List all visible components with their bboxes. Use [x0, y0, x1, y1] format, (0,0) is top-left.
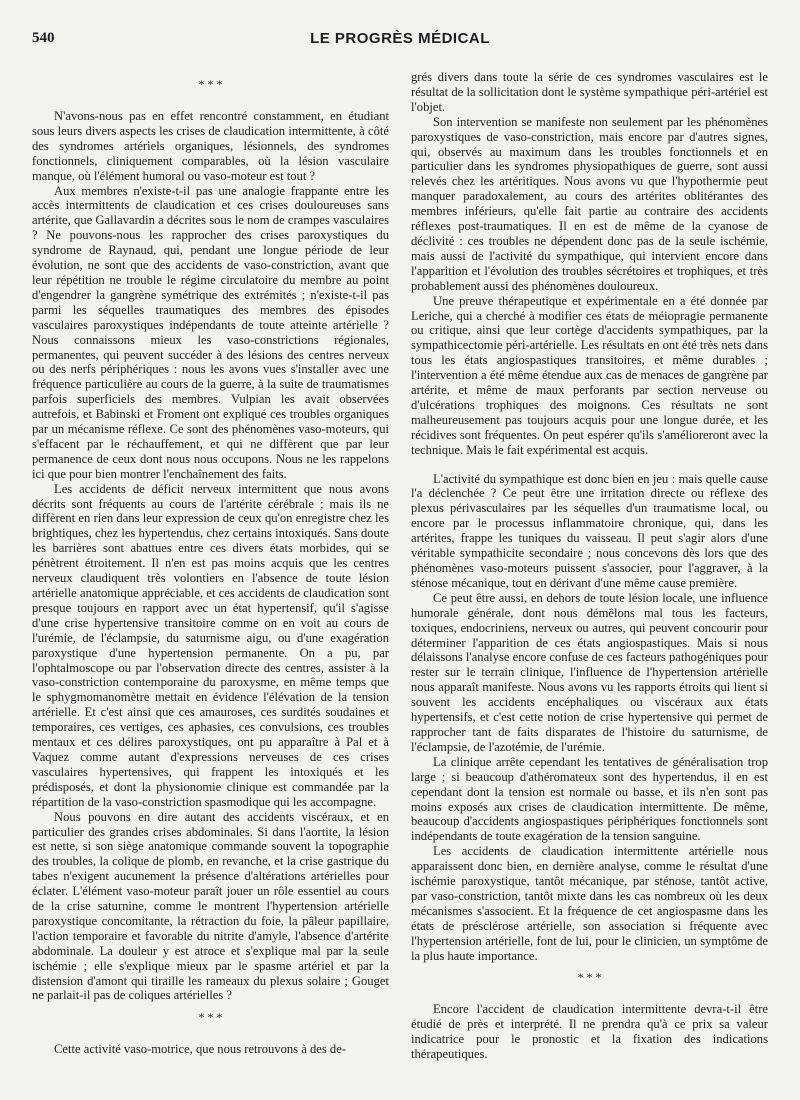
separator-mark: * * *: [577, 970, 602, 985]
paragraph: Aux membres n'existe-t-il pas une analogie frappante entre les accès intermittents de claudication et ces crises douloureuses sans artérite, que Gallavardin a décrites sous le nom de crampes vasculaires ? Ne pouvons-nous les rapprocher des crises paroxystiques du syndrome de Raynaud, qui, pendant une longue période de leur évolution, ne sont que des accidents de vaso-constriction, avant que leur répétition ne trouble le régime circulatoire du membre au point d'engendrer la gangrène symétrique des extrémités ; n'existe-t-il pas parmi les séquelles traumatiques des membres des épisodes vasculaires paroxystiques indépendants de toute atteinte artérielle ? Nous connaissons mieux les vaso-constrictions régionales, permanentes, qui peuvent succéder à des lésions des centres nerveux ou des nerfs périphériques : nous les avons vues s'installer avec une fréquence particulière au cours de la guerre, à la suite de traumatismes parfois superficiels des membres. Vulpian les avait observées autrefois, et Babinski et Froment ont expliqué ces troubles organiques par un mécanisme réflexe. Ce sont des phénomènes vaso-moteurs, qui s'effacent par le réchauffement, et qui ne diffèrent que par leur permanence de ceux dont nous nous occupons. Nous ne les rappelons ici que pour bien montrer l'enchaînement des faits.: [32, 183, 389, 481]
right-column: [411, 70, 768, 1062]
paragraph: Les accidents de claudication intermittente artérielle nous apparaissent donc bien, en dernière analyse, comme le résultat d'une ischémie paroxystique, tantôt mécanique, par sténose, tantôt active, par vaso-constriction, tantôt mixte dans les cas nombreux où les deux mécanismes s'associent. Et la fréquence de cet angiospasme dans les états de présclérose artérielle, son association si fréquente avec l'hypertension artérielle, font de lui, pour le clinicien, un symptôme de la plus haute importance.: [411, 844, 768, 963]
separator-mark: * * *: [198, 77, 223, 91]
left-column: [32, 70, 389, 1062]
paragraph: grés divers dans toute la série de ces syndromes vasculaires est le résultat de la sollicitation dont le système sympathique péri-artériel est l'objet.: [411, 70, 768, 114]
paragraph: Nous pouvons en dire autant des accidents viscéraux, et en particulier des grandes crises abdominales. Si dans l'aortite, la lésion est nette, si son siège anatomique commande souvent la topographie des troubles, la colique de plomb, en revanche, et la crise gastrique du tabes n'exigent aucunement la présence d'altérations artérielles pour éclater. L'élément vaso-moteur paraît jouer un rôle essentiel au cours de la crise saturnine, comme le montrent l'hypertension artérielle paroxystique concomitante, la rétraction du foie, la pâleur papillaire, l'action temporaire et favorable du nitrite d'amyle, l'absence d'artérite abdominale. La douleur y est atroce et s'explique mal par la seule ischémie ; elle s'explique mieux par le spasme artériel et par la distension d'amont qui tiraille les rameaux du plexus solaire ; Gouget ne parlait-il pas de coliques artérielles ?: [32, 809, 389, 1003]
section-separator: [32, 1010, 389, 1025]
paragraph: Son intervention se manifeste non seulement par les phénomènes paroxystiques de vaso-constriction, mais encore par d'autres signes, qui, observés au maximum dans les troubles fonctionnels et en particulier dans les syndromes physiopathiques de guerre, sont aussi relevés chez les artéritiques. Nous avons vu que l'hypothermie peut manquer paradoxalement, au cours des artérites oblitérantes des membres inférieurs, qu'elle fait partie au contraire des accidents réflexes post-traumatiques. Il en est de même de la cyanose de déclivité : ces troubles ne dépendent donc pas de la seule ischémie, mais aussi de l'activité du sympathique, qui intervient encore dans l'apparition et l'évolution des troubles sécrétoires et trophiques, et très probablement aussi des phénomènes douloureux.: [411, 114, 768, 293]
paragraph: Ce peut être aussi, en dehors de toute lésion locale, une influence humorale générale, dont nous démêlons mal tous les facteurs, toxiques, endocriniens, nerveux ou autres, qui peuvent concourir pour déterminer l'apparition de ces états angiospastiques. Mais si nous délaissons l'analyse encore confuse de ces facteurs pathogéniques pour rester sur le terrain clinique, l'influence de l'hypertension artérielle nous apparaît manifeste. Nous avons vu les rapports étroits qui lient si souvent les accidents encéphaliques ou viscéraux aux états hypertensifs, et c'est cette notion de crise hypertensive qui permet de rapprocher tant de faits disparates de l'histoire du saturnisme, de l'éclampsie, de l'azotémie, de l'urémie.: [411, 590, 768, 754]
running-title: LE PROGRÈS MÉDICAL: [310, 30, 490, 47]
paragraph: Cette activité vaso-motrice, que nous retrouvons à des de-: [54, 1042, 347, 1057]
paragraph: Les accidents de déficit nerveux intermittent que nous avons décrits sont fréquents au cours de l'artérite cérébrale ; mais ils ne diffèrent en rien dans leur expression de ceux qu'on enregistre chez les brightiques, chez les hypertendus, chez certains intoxiqués. Sans doute les barrières sont abattues entre ces divers états morbides, qui se pénètrent étroitement. Il n'en est pas moins acquis que les centres nerveux claudiquent très volontiers en l'absence de toute lésion artérielle anatomique appréciable, et ces accidents de claudication sont presque toujours en rapport avec un état hypertensif, qu'il s'agisse d'une crise hypertensive transitoire comme on en voit au cours de l'urémie, de l'éclampsie, du saturnisme aigu, ou d'une exagération paroxystique d'une hypertension permanente. On a pu, par l'ophtalmoscope ou par l'observation directe des centres, assister à la vaso-constriction contemporaine du paroxysme, en même temps que le sphygmomanomètre mettait en évidence l'élévation de la tension artérielle. Et c'est ainsi que ces amauroses, ces surdités soudaines et temporaires, ces vertiges, ces aphasies, ces convulsions, ces troubles mentaux et ces délires paroxystiques, ont pu apparaître à Pal et à Vaquez comme autant d'expressions nerveuses de ces crises vasculaires hypertensives, qui frappent les intoxiqués et les prédisposés, et dont la physionomie clinique est commandée par la répartition de la vaso-constriction spasmodique qui les accompagne.: [32, 481, 389, 809]
page-number: 540: [32, 30, 55, 46]
text-columns: [32, 70, 768, 1062]
paragraph: N'avons-nous pas en effet rencontré constamment, en étudiant sous leurs divers aspects les crises de claudication intermittente, à côté des syndromes artériels organiques, lésionnels, des syndromes fonctionnels, cliniquement comparables, où la lésion vasculaire manque, où l'élément humoral ou vaso-moteur est tout ?: [32, 109, 389, 183]
section-separator: [32, 77, 389, 91]
paragraph: L'activité du sympathique est donc bien en jeu : mais quelle cause l'a déclenchée ? Ce peut être une irritation directe ou réflexe des plexus périvasculaires par les séquelles d'un traumatisme local, ou encore par le processus inflammatoire chronique, qui, dans les artérites, frappe les tuniques du vaisseau. Il peut s'agir alors d'une véritable sympathicite secondaire ; nous concevons dès lors que des phénomènes vaso-moteurs puissent s'associer, pour l'aggraver, à la sténose mécanique, tout en dérivant d'une même cause première.: [411, 471, 768, 590]
paragraph: Une preuve thérapeutique et expérimentale en a été donnée par Leriche, qui a cherché à modifier ces états de méiopragie permanente ou critique, ainsi que leur cortège d'accidents sympathiques, par la sympathicectomie péri-artérielle. Les résultats en ont été très nets dans tous les états angiospastiques transitoires, et même durables ; l'intervention a été même étendue aux cas de menaces de gangrène par artérite, et même de maux perforants par section nerveuse ou d'ulcérations trophiques des moignons. Ces résultats ne sont malheureusement pas toujours acquis pour une longue durée, et les récidives sont fréquentes. On peut espérer qu'ils s'amélioreront avec la technique. Mais le fait expérimental est acquis.: [411, 293, 768, 457]
paragraph: La clinique arrête cependant les tentatives de généralisation trop large ; si beaucoup d'athéromateux sont des hypertendus, il en est cependant dont la tension est normale ou basse, et ils n'en sont pas moins exposés aux crises de claudication intermittente. De même, beaucoup d'accidents angiospastiques périphériques fonctionnels sont indépendants de toute exagération de la tension sanguine.: [411, 754, 768, 844]
paragraph: Encore l'accident de claudication intermittente devra-t-il être étudié de près et interprété. Il ne prendra qu'à ce prix sa valeur indicatrice pour le pronostic et la fixation des indications thérapeutiques.: [411, 1002, 768, 1062]
section-separator: [411, 970, 768, 985]
page-header: [32, 24, 768, 50]
separator-mark: * * *: [198, 1010, 223, 1025]
